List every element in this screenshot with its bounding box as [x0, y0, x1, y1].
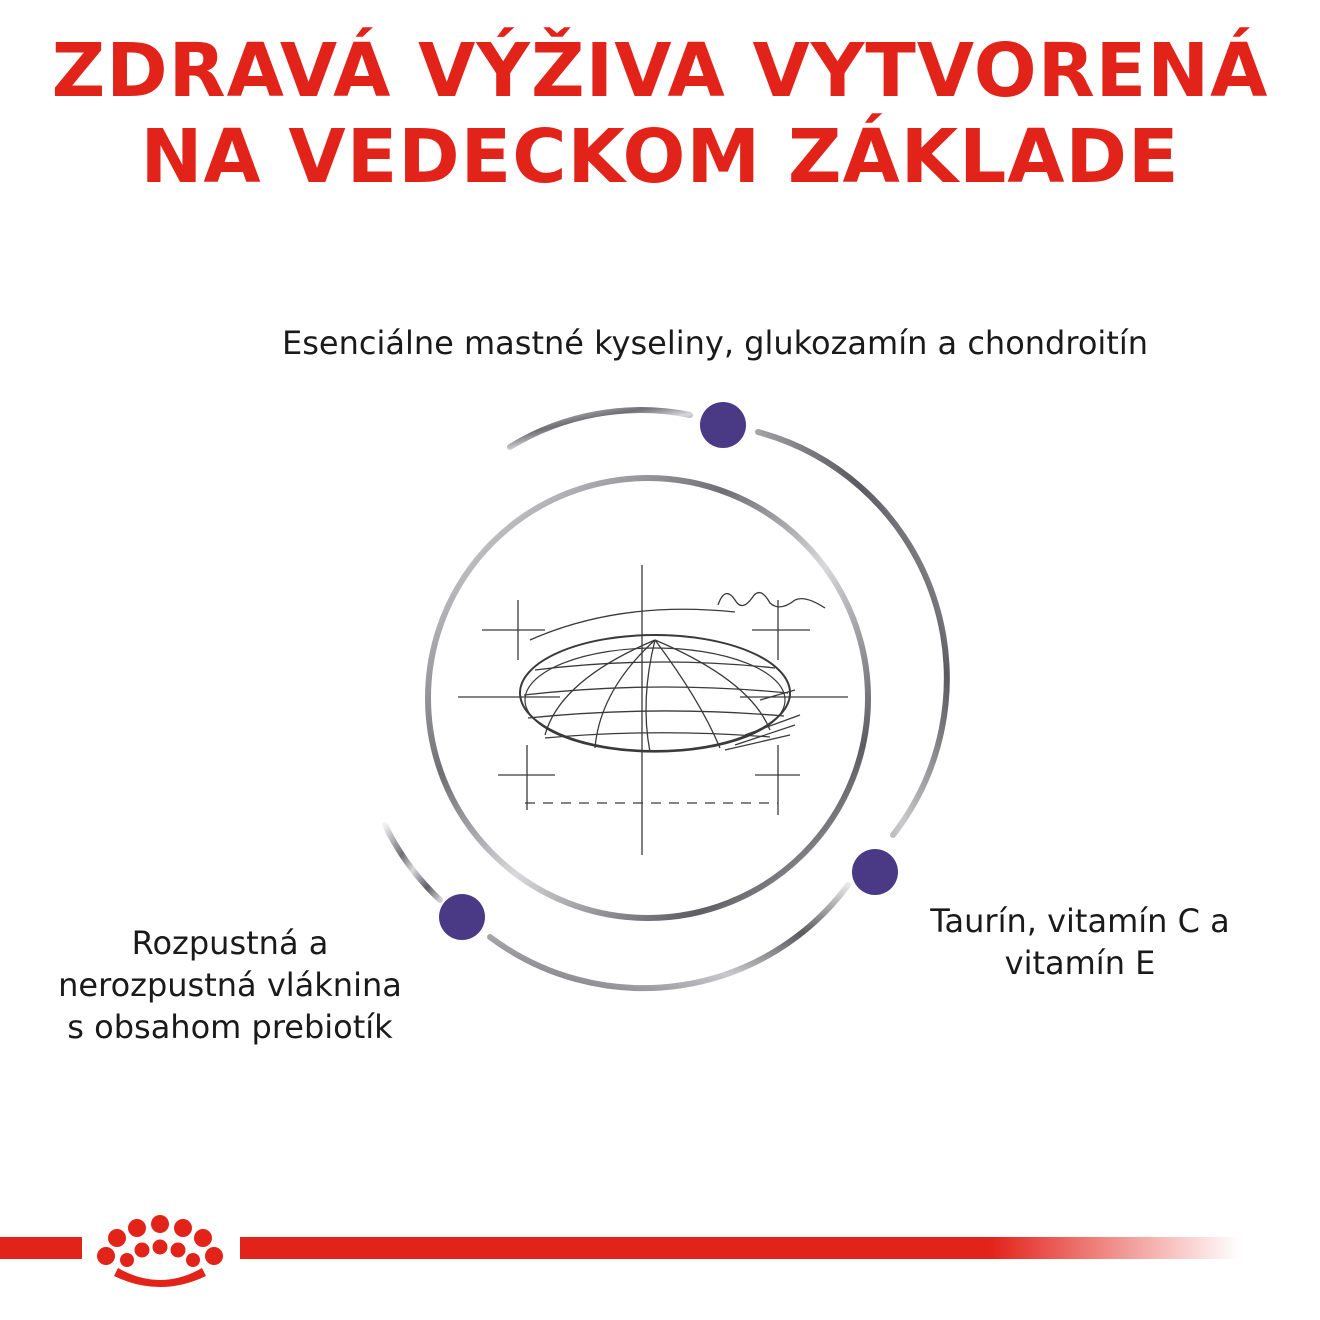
benefit-label-left-line-3: s obsahom prebiotík: [67, 1008, 393, 1046]
benefit-dot-top: [700, 402, 746, 448]
benefit-label-left-line-1: Rozpustná a: [131, 924, 329, 962]
royal-canin-crown-logo: [97, 1215, 223, 1287]
benefit-label-left: [0, 922, 460, 1048]
kibble-sketch-icon: [458, 565, 848, 855]
benefit-label-top-line-1: Esenciálne mastné kyseliny, glukozamín a chondroitín: [282, 324, 1148, 362]
benefit-dot-right: [852, 849, 898, 895]
inner-ring: [428, 478, 868, 918]
brand-footer-line: [0, 1237, 1240, 1259]
benefit-label-left-line-2: nerozpustná vláknina: [58, 966, 402, 1004]
title-line-1: ZDRAVÁ VÝŽIVA VYTVORENÁ: [51, 28, 1269, 114]
benefit-label-right-line-1: Taurín, vitamín C a: [930, 902, 1230, 940]
benefit-label-right: [890, 900, 1270, 984]
benefit-label-right-line-2: vitamín E: [1004, 944, 1156, 982]
benefit-label-top: [0, 322, 1320, 364]
title-line-2: NA VEDECKOM ZÁKLADE: [140, 114, 1180, 200]
